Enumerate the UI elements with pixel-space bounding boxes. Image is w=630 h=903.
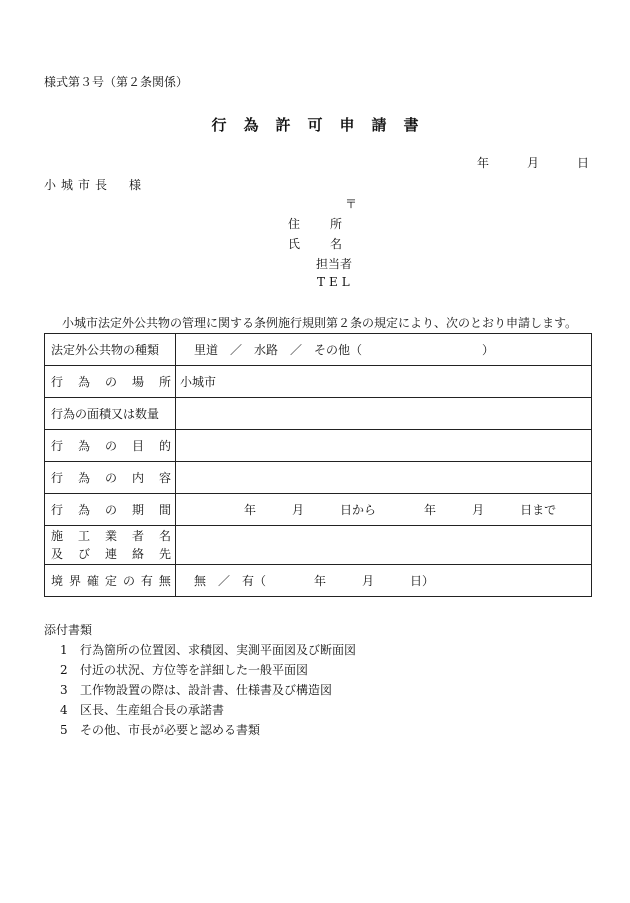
list-item: 1 行為箇所の位置図、求積図、実測平面図及び断面図 [60, 643, 357, 657]
list-item: 2 付近の状況、方位等を詳細した一般平面図 [60, 663, 309, 677]
table-row [45, 334, 592, 366]
row-label-purpose: 行 為 の 目 的 [51, 439, 171, 453]
row-label-period: 行 為 の 期 間 [51, 503, 171, 517]
purpose-value[interactable] [176, 430, 592, 462]
table-row [45, 526, 592, 565]
row-label: 行為の面積又は数量 [45, 398, 176, 430]
place-value[interactable]: 小城市 [176, 366, 592, 398]
tel-label: TEL [317, 275, 354, 289]
period-end-year: 年 [424, 503, 437, 517]
table-row [45, 462, 592, 494]
date-line [477, 154, 589, 171]
period-value[interactable] [176, 494, 592, 526]
row-label: 法定外公共物の種類 [45, 334, 176, 366]
period-start-year: 年 [244, 503, 257, 517]
addressee: 小城市長 様 [44, 178, 147, 192]
intro-text: 小城市法定外公共物の管理に関する条例施行規則第２条の規定により、次のとおり申請します。 [62, 316, 578, 330]
period-end-day: 日まで [520, 503, 557, 517]
application-table [44, 333, 592, 597]
postal-mark: 〒 [345, 197, 358, 211]
table-row [45, 398, 592, 430]
row-label-contractor: 施 工 業 者 名 [51, 529, 171, 543]
period-start-day: 日から [340, 503, 377, 517]
table-row [45, 366, 592, 398]
period-start-month: 月 [292, 503, 305, 517]
contractor-value[interactable] [176, 526, 592, 565]
document-title: 行為許可申請書 [211, 116, 436, 134]
row-label-boundary: 境 界 確 定 の 有 無 [51, 574, 171, 588]
attachments-title: 添付書類 [44, 623, 93, 637]
address-label: 住所 [288, 217, 373, 231]
row-label-contact: 及 び 連 絡 先 [51, 547, 171, 561]
form-number: 様式第３号（第２条関係） [44, 75, 189, 89]
list-item: 4 区長、生産組合長の承諾書 [60, 703, 225, 717]
row-label-place: 行 為 の 場 所 [51, 375, 171, 389]
area-value[interactable] [176, 398, 592, 430]
table-row [45, 565, 592, 597]
boundary-value[interactable]: 無 ／ 有（ 年 月 日） [176, 565, 592, 597]
name-label: 氏名 [288, 237, 373, 251]
date-year: 年 [477, 156, 490, 170]
period-end-month: 月 [472, 503, 485, 517]
row-label-content: 行 為 の 内 容 [51, 471, 171, 485]
list-item: 3 工作物設置の際は、設計書、仕様書及び構造図 [60, 683, 333, 697]
table-row [45, 494, 592, 526]
table-row [45, 430, 592, 462]
type-options[interactable]: 里道 ／ 水路 ／ その他（ ） [176, 334, 592, 366]
date-day: 日 [577, 156, 590, 170]
person-in-charge-label: 担当者 [316, 257, 353, 271]
date-month: 月 [527, 156, 540, 170]
list-item: 5 その他、市長が必要と認める書類 [60, 723, 261, 737]
content-value[interactable] [176, 462, 592, 494]
